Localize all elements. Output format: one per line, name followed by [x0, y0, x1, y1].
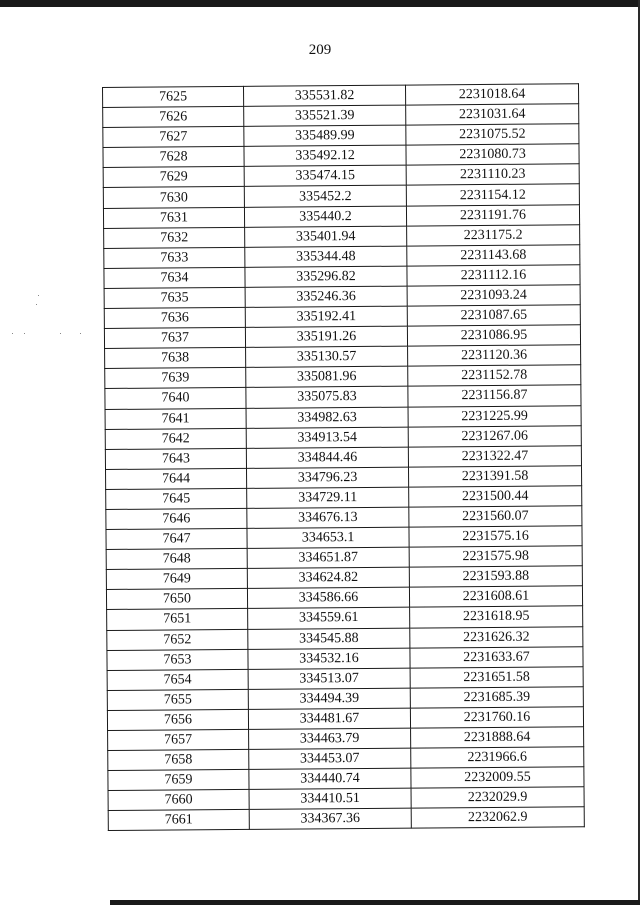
point-id-cell: 7653: [107, 649, 248, 670]
x-coordinate-cell: 335440.2: [244, 206, 406, 227]
point-id-cell: 7639: [105, 368, 246, 389]
y-coordinate-cell: 2231152.78: [408, 365, 581, 386]
y-coordinate-cell: 2231888.64: [411, 727, 584, 748]
point-id-cell: 7637: [104, 328, 245, 349]
point-id-cell: 7630: [103, 187, 244, 208]
x-coordinate-cell: 335246.36: [245, 286, 407, 307]
x-coordinate-cell: 334796.23: [246, 467, 408, 488]
x-coordinate-cell: 334676.13: [247, 507, 409, 528]
coordinate-table: [102, 83, 585, 831]
point-id-cell: 7660: [108, 790, 249, 811]
y-coordinate-cell: 2231018.64: [405, 84, 578, 105]
y-coordinate-cell: 2232009.55: [411, 767, 584, 788]
point-id-cell: 7636: [104, 307, 245, 328]
point-id-cell: 7661: [108, 810, 249, 831]
y-coordinate-cell: 2232062.9: [411, 807, 584, 828]
point-id-cell: 7634: [104, 267, 245, 288]
point-id-cell: 7659: [108, 770, 249, 791]
y-coordinate-cell: 2231575.16: [409, 526, 582, 547]
x-coordinate-cell: 334367.36: [249, 808, 411, 829]
x-coordinate-cell: 334913.54: [246, 427, 408, 448]
point-id-cell: 7643: [105, 448, 246, 469]
x-coordinate-cell: 334481.67: [248, 708, 410, 729]
point-id-cell: 7646: [106, 508, 247, 529]
table-row: [108, 807, 584, 831]
y-coordinate-cell: 2231225.99: [408, 405, 581, 426]
coordinate-table-wrapper: [102, 83, 584, 831]
y-coordinate-cell: 2231267.06: [408, 425, 581, 446]
x-coordinate-cell: 335192.41: [245, 306, 407, 327]
point-id-cell: 7642: [105, 428, 246, 449]
point-id-cell: 7656: [107, 709, 248, 730]
coordinate-table-body: [103, 84, 585, 831]
scan-speck: [80, 333, 81, 334]
x-coordinate-cell: 335521.39: [244, 105, 406, 126]
x-coordinate-cell: 335489.99: [244, 125, 406, 146]
y-coordinate-cell: 2231760.16: [410, 707, 583, 728]
scan-border-top: [0, 0, 640, 7]
point-id-cell: 7628: [103, 147, 244, 168]
y-coordinate-cell: 2231086.95: [407, 325, 580, 346]
y-coordinate-cell: 2231391.58: [408, 466, 581, 487]
x-coordinate-cell: 335191.26: [245, 326, 407, 347]
page-number: 209: [308, 42, 332, 58]
x-coordinate-cell: 334586.66: [247, 587, 409, 608]
y-coordinate-cell: 2231618.95: [410, 606, 583, 627]
y-coordinate-cell: 2231120.36: [408, 345, 581, 366]
point-id-cell: 7641: [105, 408, 246, 429]
y-coordinate-cell: 2231560.07: [409, 506, 582, 527]
x-coordinate-cell: 335531.82: [243, 85, 405, 106]
x-coordinate-cell: 334463.79: [249, 728, 411, 749]
scan-speck: [60, 333, 61, 334]
x-coordinate-cell: 334559.61: [248, 608, 410, 629]
point-id-cell: 7654: [107, 669, 248, 690]
scan-speck: [36, 304, 37, 305]
point-id-cell: 7629: [103, 167, 244, 188]
y-coordinate-cell: 2231651.58: [410, 666, 583, 687]
x-coordinate-cell: 334513.07: [248, 668, 410, 689]
x-coordinate-cell: 335492.12: [244, 145, 406, 166]
x-coordinate-cell: 334440.74: [249, 768, 411, 789]
x-coordinate-cell: 335075.83: [246, 387, 408, 408]
y-coordinate-cell: 2231087.65: [407, 305, 580, 326]
y-coordinate-cell: 2231626.32: [410, 626, 583, 647]
scan-speck: [24, 333, 25, 334]
x-coordinate-cell: 334651.87: [247, 547, 409, 568]
x-coordinate-cell: 334545.88: [248, 628, 410, 649]
x-coordinate-cell: 334532.16: [248, 648, 410, 669]
y-coordinate-cell: 2231608.61: [409, 586, 582, 607]
y-coordinate-cell: 2231175.2: [407, 224, 580, 245]
y-coordinate-cell: 2231110.23: [406, 164, 579, 185]
point-id-cell: 7633: [104, 247, 245, 268]
y-coordinate-cell: 2231031.64: [406, 104, 579, 125]
scan-border-bottom: [110, 900, 640, 905]
y-coordinate-cell: 2232029.9: [411, 787, 584, 808]
y-coordinate-cell: 2231322.47: [408, 445, 581, 466]
point-id-cell: 7650: [106, 589, 247, 610]
y-coordinate-cell: 2231500.44: [409, 486, 582, 507]
point-id-cell: 7638: [105, 348, 246, 369]
point-id-cell: 7635: [104, 287, 245, 308]
x-coordinate-cell: 335296.82: [245, 266, 407, 287]
x-coordinate-cell: 335081.96: [246, 366, 408, 387]
x-coordinate-cell: 334653.1: [247, 527, 409, 548]
y-coordinate-cell: 2231075.52: [406, 124, 579, 145]
x-coordinate-cell: 334624.82: [247, 567, 409, 588]
x-coordinate-cell: 335344.48: [245, 246, 407, 267]
y-coordinate-cell: 2231593.88: [409, 566, 582, 587]
y-coordinate-cell: 2231112.16: [407, 265, 580, 286]
x-coordinate-cell: 334494.39: [248, 688, 410, 709]
point-id-cell: 7625: [103, 86, 244, 107]
point-id-cell: 7627: [103, 127, 244, 148]
point-id-cell: 7632: [104, 227, 245, 248]
point-id-cell: 7657: [108, 729, 249, 750]
x-coordinate-cell: 335452.2: [244, 186, 406, 207]
y-coordinate-cell: 2231156.87: [408, 385, 581, 406]
y-coordinate-cell: 2231575.98: [409, 546, 582, 567]
scan-speck: [12, 333, 13, 334]
x-coordinate-cell: 334410.51: [249, 788, 411, 809]
point-id-cell: 7647: [106, 528, 247, 549]
point-id-cell: 7631: [103, 207, 244, 228]
x-coordinate-cell: 335401.94: [245, 226, 407, 247]
point-id-cell: 7658: [108, 749, 249, 770]
y-coordinate-cell: 2231154.12: [406, 184, 579, 205]
x-coordinate-cell: 334982.63: [246, 407, 408, 428]
x-coordinate-cell: 335130.57: [246, 346, 408, 367]
y-coordinate-cell: 2231191.76: [406, 204, 579, 225]
x-coordinate-cell: 334729.11: [247, 487, 409, 508]
y-coordinate-cell: 2231093.24: [407, 285, 580, 306]
point-id-cell: 7652: [107, 629, 248, 650]
y-coordinate-cell: 2231633.67: [410, 646, 583, 667]
point-id-cell: 7655: [107, 689, 248, 710]
point-id-cell: 7645: [106, 488, 247, 509]
point-id-cell: 7649: [106, 569, 247, 590]
x-coordinate-cell: 334453.07: [249, 748, 411, 769]
point-id-cell: 7626: [103, 106, 244, 127]
y-coordinate-cell: 2231966.6: [411, 747, 584, 768]
point-id-cell: 7648: [106, 549, 247, 570]
scan-speck: [38, 295, 39, 296]
y-coordinate-cell: 2231685.39: [410, 687, 583, 708]
x-coordinate-cell: 334844.46: [246, 447, 408, 468]
point-id-cell: 7651: [107, 609, 248, 630]
y-coordinate-cell: 2231080.73: [406, 144, 579, 165]
x-coordinate-cell: 335474.15: [244, 165, 406, 186]
point-id-cell: 7644: [106, 468, 247, 489]
point-id-cell: 7640: [105, 388, 246, 409]
y-coordinate-cell: 2231143.68: [407, 245, 580, 266]
